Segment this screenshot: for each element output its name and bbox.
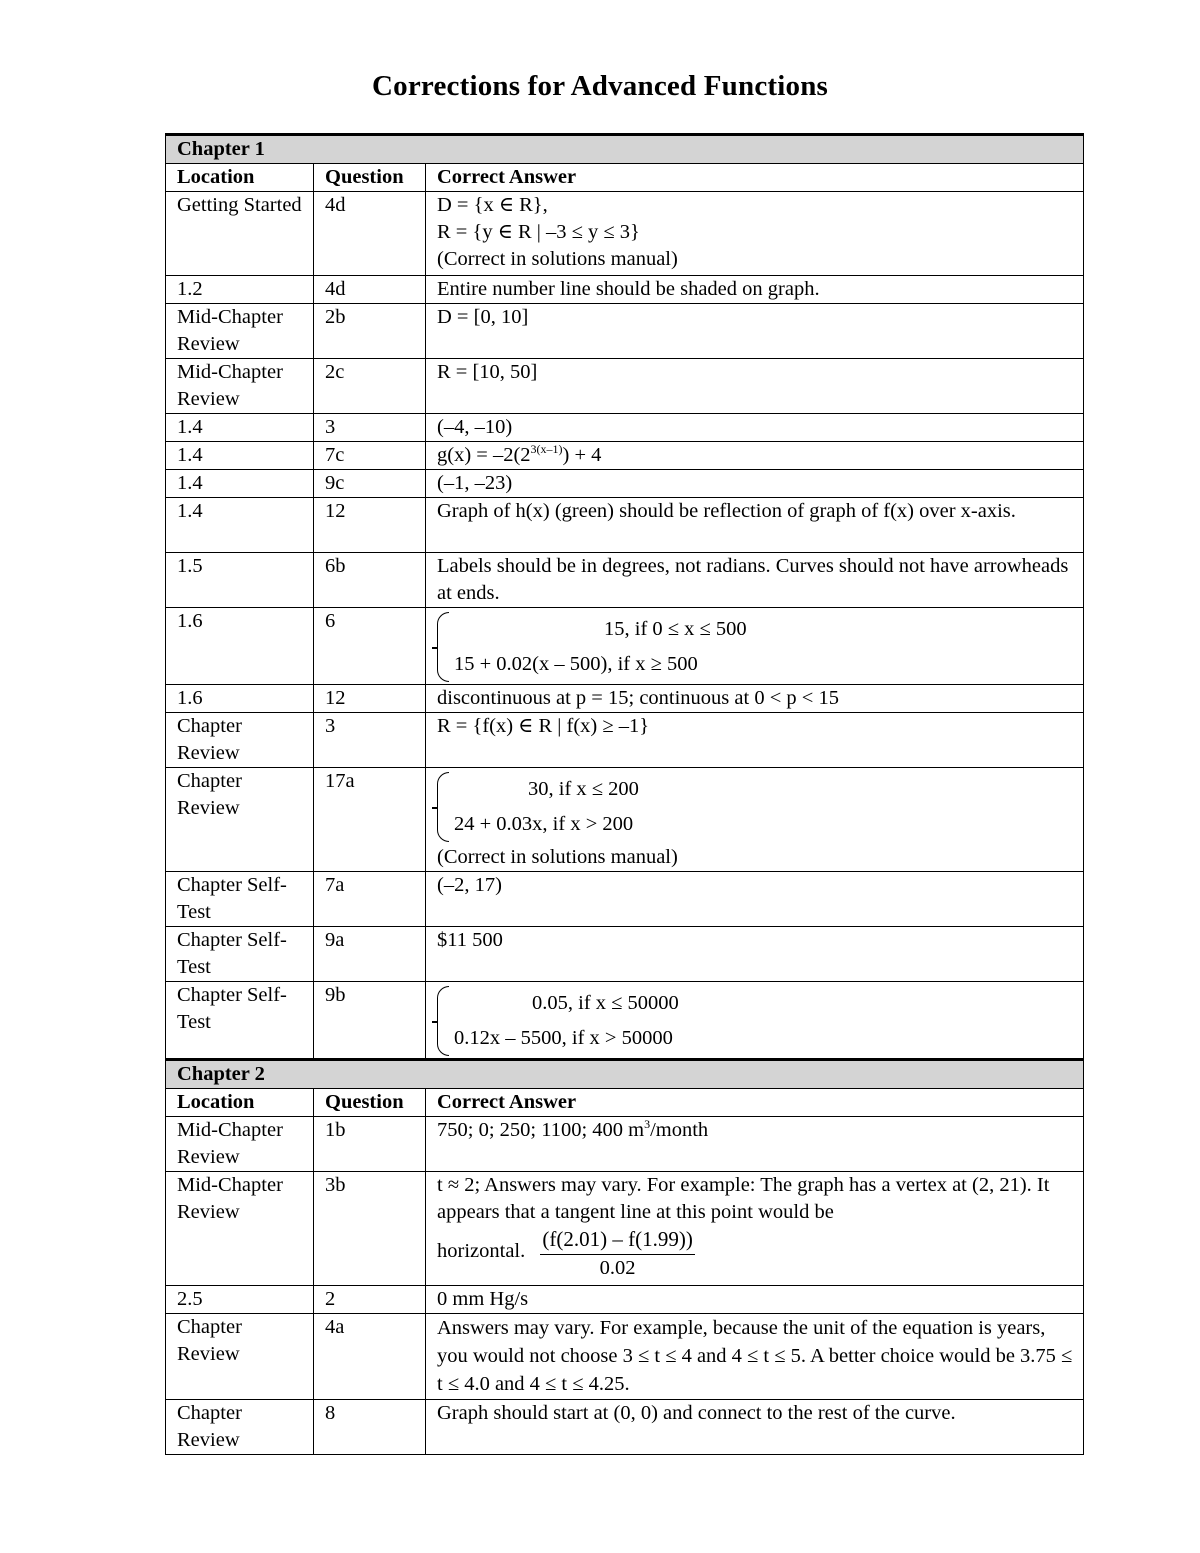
answer-cell: discontinuous at p = 15; continuous at 0 < p < 15 (426, 685, 1084, 713)
location-cell: Mid-Chapter Review (166, 304, 314, 359)
answer-cell (426, 608, 1084, 685)
piecewise-function (437, 772, 1073, 842)
answer-cell (426, 768, 1084, 872)
answer-exponent: 3(x–1) (530, 442, 563, 457)
piecewise-case: 15 + 0.02(x – 500), if x ≥ 500 (454, 653, 698, 675)
answer-cell: 0 mm Hg/s (426, 1286, 1084, 1314)
brace-icon (437, 612, 449, 682)
answer-cell: Entire number line should be shaded on graph. (426, 276, 1084, 304)
table-row (166, 1400, 1084, 1455)
chapter-label: Chapter 2 (166, 1060, 1084, 1089)
answer-exponent: 3 (644, 1117, 651, 1132)
location-cell: Chapter Review (166, 1400, 314, 1455)
question-cell: 8 (314, 1400, 426, 1455)
table-row (166, 553, 1084, 608)
chapter-header-row (166, 1060, 1084, 1089)
question-cell: 3 (314, 713, 426, 768)
answer-cell: R = [10, 50] (426, 359, 1084, 414)
answer-cell: Graph of h(x) (green) should be reflection of graph of f(x) over x-axis. (426, 498, 1084, 553)
location-cell: Mid-Chapter Review (166, 1117, 314, 1172)
answer-cell: Answers may vary. For example, because the unit of the equation is years, you would not choose 3 ≤ t ≤ 4 and 4 ≤ t ≤ 5. A better choice would be 3.75 ≤ t ≤ 4.0 and 4 ≤ t ≤ 4.25. (426, 1314, 1084, 1400)
answer-cell (426, 1172, 1084, 1286)
fraction-numerator: (f(2.01) – f(1.99)) (540, 1224, 694, 1255)
brace-icon (437, 772, 449, 842)
question-cell: 6b (314, 553, 426, 608)
table-row (166, 304, 1084, 359)
table-row (166, 927, 1084, 982)
answer-cell (426, 1117, 1084, 1172)
table-row (166, 192, 1084, 276)
piecewise-case: 0.05, if x ≤ 50000 (532, 992, 679, 1014)
question-cell: 9c (314, 470, 426, 498)
answer-line: R = {y ∈ R | –3 ≤ y ≤ 3} (437, 221, 640, 243)
brace-icon (437, 986, 449, 1056)
question-cell: 2 (314, 1286, 426, 1314)
location-cell: Chapter Self-Test (166, 927, 314, 982)
question-cell: 17a (314, 768, 426, 872)
location-cell: Chapter Review (166, 768, 314, 872)
location-cell: 1.6 (166, 608, 314, 685)
column-header-row (166, 164, 1084, 192)
question-cell: 12 (314, 498, 426, 553)
answer-text: horizontal. (437, 1240, 526, 1263)
answer-header: Correct Answer (426, 1089, 1084, 1117)
location-cell: Chapter Review (166, 1314, 314, 1400)
question-cell: 7a (314, 872, 426, 927)
chapter-header-row (166, 135, 1084, 164)
question-cell: 3b (314, 1172, 426, 1286)
table-row (166, 359, 1084, 414)
corrections-table (165, 133, 1084, 1455)
question-cell: 4d (314, 192, 426, 276)
table-row (166, 1117, 1084, 1172)
table-row (166, 498, 1084, 553)
question-cell: 9b (314, 982, 426, 1060)
location-cell: 2.5 (166, 1286, 314, 1314)
column-header-row (166, 1089, 1084, 1117)
answer-cell: $11 500 (426, 927, 1084, 982)
location-cell: 1.4 (166, 498, 314, 553)
table-row (166, 1172, 1084, 1286)
answer-text: /month (650, 1119, 709, 1141)
answer-cell: R = {f(x) ∈ R | f(x) ≥ –1} (426, 713, 1084, 768)
location-header: Location (166, 164, 314, 192)
location-cell: 1.4 (166, 470, 314, 498)
answer-cell: D = [0, 10] (426, 304, 1084, 359)
piecewise-case: 30, if x ≤ 200 (528, 778, 639, 800)
question-cell: 9a (314, 927, 426, 982)
question-cell: 1b (314, 1117, 426, 1172)
question-cell: 4a (314, 1314, 426, 1400)
table-row (166, 872, 1084, 927)
location-cell: 1.4 (166, 414, 314, 442)
location-cell: 1.5 (166, 553, 314, 608)
table-row (166, 982, 1084, 1060)
answer-header: Correct Answer (426, 164, 1084, 192)
question-header: Question (314, 164, 426, 192)
location-header: Location (166, 1089, 314, 1117)
piecewise-case: 24 + 0.03x, if x > 200 (454, 813, 634, 835)
question-header: Question (314, 1089, 426, 1117)
location-cell: Chapter Review (166, 713, 314, 768)
answer-text: 750; 0; 250; 1100; 400 m (437, 1119, 645, 1141)
answer-note: (Correct in solutions manual) (437, 846, 678, 868)
question-cell: 7c (314, 442, 426, 470)
answer-cell: (–4, –10) (426, 414, 1084, 442)
answer-cell: Graph should start at (0, 0) and connect to the rest of the curve. (426, 1400, 1084, 1455)
answer-text: g(x) = –2(2 (437, 444, 531, 466)
answer-text: ) + 4 (562, 444, 602, 466)
answer-cell (426, 442, 1084, 470)
table-row (166, 1314, 1084, 1400)
question-cell: 6 (314, 608, 426, 685)
table-row (166, 414, 1084, 442)
table-row (166, 685, 1084, 713)
piecewise-function (437, 986, 1073, 1056)
table-row (166, 768, 1084, 872)
location-cell: 1.6 (166, 685, 314, 713)
fraction-denominator: 0.02 (599, 1257, 636, 1279)
table-row (166, 1286, 1084, 1314)
answer-text: t ≈ 2; Answers may vary. For example: The graph has a vertex at (2, 21). It appears that a tangent line at this point would be (437, 1174, 1050, 1223)
location-cell: Mid-Chapter Review (166, 359, 314, 414)
location-cell: Getting Started (166, 192, 314, 276)
table-row (166, 276, 1084, 304)
answer-line: D = {x ∈ R}, (437, 194, 548, 216)
table-row (166, 470, 1084, 498)
answer-cell (426, 982, 1084, 1060)
answer-cell: Labels should be in degrees, not radians. Curves should not have arrowheads at ends. (426, 553, 1084, 608)
table-row (166, 713, 1084, 768)
page-title: Corrections for Advanced Functions (371, 70, 829, 102)
question-cell: 4d (314, 276, 426, 304)
piecewise-case: 15, if 0 ≤ x ≤ 500 (604, 618, 747, 640)
location-cell: Chapter Self-Test (166, 982, 314, 1060)
answer-cell: (–2, 17) (426, 872, 1084, 927)
location-cell: 1.2 (166, 276, 314, 304)
chapter-label: Chapter 1 (166, 135, 1084, 164)
piecewise-function (437, 612, 1073, 682)
table-row (166, 608, 1084, 685)
question-cell: 2c (314, 359, 426, 414)
answer-line: (Correct in solutions manual) (437, 248, 678, 270)
question-cell: 12 (314, 685, 426, 713)
question-cell: 2b (314, 304, 426, 359)
answer-cell (426, 192, 1084, 276)
question-cell: 3 (314, 414, 426, 442)
table-row (166, 442, 1084, 470)
location-cell: Mid-Chapter Review (166, 1172, 314, 1286)
piecewise-case: 0.12x – 5500, if x > 50000 (454, 1027, 673, 1049)
location-cell: Chapter Self-Test (166, 872, 314, 927)
answer-cell: (–1, –23) (426, 470, 1084, 498)
location-cell: 1.4 (166, 442, 314, 470)
derivative-fraction (540, 1224, 694, 1281)
